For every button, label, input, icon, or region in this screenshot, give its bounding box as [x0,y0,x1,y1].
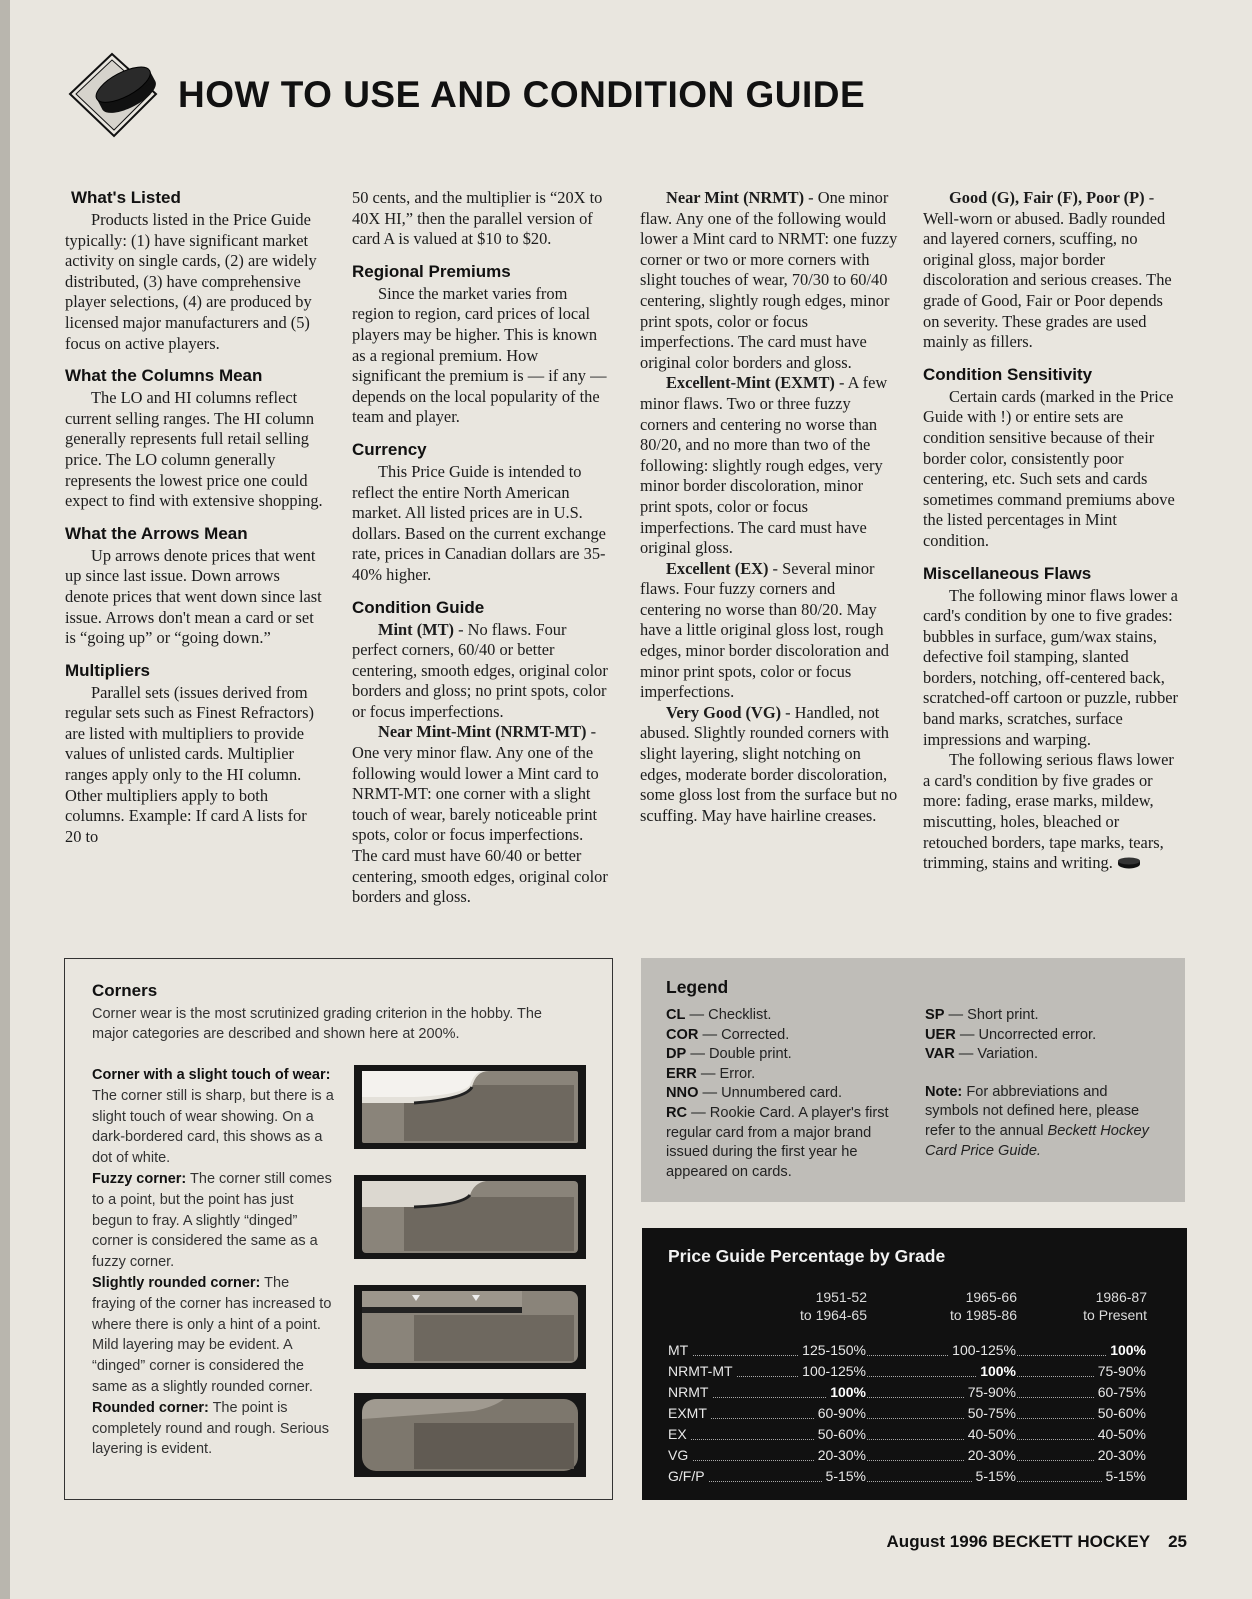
leader-dots [668,1418,1146,1440]
corner-slightly-rounded-image [354,1285,586,1369]
page-number: 25 [1168,1532,1187,1551]
grade-entry [640,559,898,703]
legend-item [666,1045,901,1065]
legend-abbr: RC [666,1104,688,1121]
grade-percentage: 100% [1106,1340,1146,1361]
price-guide-title: Price Guide Percentage by Grade [668,1246,946,1266]
grade-percentage: 20-30% [964,1445,1016,1466]
corner-item [92,1065,336,1169]
legend-desc: — Double print. [686,1046,792,1063]
price-guide-header [907,1288,1017,1324]
section-heading: Condition Sensitivity [923,364,1093,384]
puck-icon [1117,857,1141,869]
section-body: The LO and HI columns reflect current selling ranges. The HI column generally represents full retail selling price. The LO column generally represents the lowest price one could expect to find with extensive shopping. [65,388,323,511]
legend-box [641,958,1185,1202]
section-heading: What the Arrows Mean [65,523,248,543]
leader-dots [668,1355,1146,1377]
legend-abbr: COR [666,1026,699,1043]
column-4 [923,188,1181,874]
page-edge [0,0,10,1599]
leader-dots [668,1376,1146,1398]
legend-right-list [925,1006,1165,1161]
section-heading: What the Columns Mean [65,366,263,386]
grade-percentage: 60-75% [1094,1382,1146,1403]
grade-percentage: 5-15% [972,1466,1016,1487]
grade-desc: - Several minor flaws. Four fuzzy corners and centering no worse than 80/20. May have a little original gloss lost, rough edges, minor border discoloration and minor print spots, color or focus imperfections. [640,558,889,702]
grade-entry [352,620,610,723]
grade-label: NRMT-MT [668,1361,737,1382]
legend-note-label: Note: [925,1083,963,1100]
grade-percentage: 75-90% [1094,1361,1146,1382]
legend-note [925,1083,1165,1161]
section-body: Parallel sets (issues derived from regular sets such as Finest Refractors) are listed with multipliers to provide values of unlisted cards. Multiplier ranges apply only to the HI column. Other multipliers apply to both columns. Example: If card A lists for 20 to [65,682,314,846]
corner-rounded-image [354,1393,586,1477]
legend-abbr: CL [666,1007,686,1023]
legend-title: Legend [666,977,729,997]
corner-item-label: Fuzzy corner: [92,1170,187,1187]
grade-percentage: 20-30% [814,1445,866,1466]
grade-label: MT [668,1340,692,1361]
leader-dots [668,1334,1146,1356]
leader-dots [668,1460,1146,1482]
corners-title: Corners [92,981,158,1000]
grade-label: Near Mint (NRMT) [666,188,805,207]
column-2 [352,188,610,908]
section-heading: Miscellaneous Flaws [923,563,1092,583]
legend-item [666,1084,901,1104]
corner-item-desc: The fraying of the corner has increased to where there is only a hint of a point. Mild layering may be evident. A “dinged” corner is considered the same as a slightly rounded corner. [92,1274,332,1395]
legend-item [666,1104,901,1182]
section-heading: Regional Premiums [352,261,511,281]
grade-desc: - A few minor flaws. Two or three fuzzy corners and centering no worse than 80/20, and no more than two of the following: slightly rough edges, very minor border discoloration, minor print spots, color or focus imperfections. The card must have original gloss. [640,373,888,558]
grade-label: NRMT [668,1382,712,1403]
section-heading: Multipliers [65,660,151,680]
header-line2: to 1964-65 [800,1307,867,1323]
legend-abbr: UER [925,1026,956,1043]
corner-item-label: Corner with a slight touch of wear: [92,1067,331,1083]
header-line1: 1951-52 [815,1289,867,1305]
grade-label: EX [668,1424,691,1445]
grade-label: Near Mint-Mint (NRMT-MT) [378,722,587,742]
section-body: 50 cents, and the multiplier is “20X to 40X HI,” then the parallel version of card A is valued at $10 to $20. [352,188,603,249]
grade-entry [352,722,610,907]
grade-percentage: 20-30% [1094,1445,1146,1466]
grade-entry [640,373,898,558]
grade-label: EXMT [668,1403,711,1424]
legend-abbr: ERR [666,1065,697,1082]
grade-percentage: 60-90% [814,1403,866,1424]
section-heading: What's Listed [71,188,181,207]
grade-entry [640,703,898,827]
legend-desc: — Error. [696,1065,756,1082]
page-footer [887,1532,1187,1552]
grade-percentage: 125-150% [798,1340,866,1361]
legend-desc: — Uncorrected error. [955,1026,1097,1043]
section-body: The following minor flaws lower a card's condition by one to five grades: bubbles in surface, gum/wax stains, defective foil stamping, slanted borders, notching, off-centered back, scratched-off cartoon or puzzle, rubber band marks, scratches, surface impressions and warping. [923,585,1178,749]
corners-list [92,1065,336,1460]
corner-item [92,1169,336,1273]
corner-slight-wear-image [354,1065,586,1149]
header-line2: to 1985-86 [950,1307,1017,1323]
legend-item [925,1026,1165,1046]
legend-note-publication: Beckett Hockey Card Price Guide. [925,1122,1149,1159]
grade-percentage: 40-50% [1094,1424,1146,1445]
price-guide-table [668,1340,1153,1487]
footer-issue: August 1996 BECKETT HOCKEY [886,1532,1151,1551]
price-guide-box [642,1228,1187,1500]
grade-percentage: 50-60% [1094,1403,1146,1424]
legend-desc: — Checklist. [685,1007,772,1023]
legend-desc: — Variation. [954,1046,1039,1063]
legend-desc: — Rookie Card. A player's first regular card from a major brand issued during the first year he appeared on cards. [666,1104,889,1180]
legend-abbr: NNO [666,1085,699,1102]
header-line1: 1965-66 [965,1289,1017,1305]
header-line1: 1986-87 [1095,1289,1147,1305]
corners-box [64,958,613,1500]
legend-item [666,1065,901,1085]
grade-desc: - One very minor flaw. Any one of the following would lower a Mint card to NRMT-MT: one corner with a slight touch of wear, barely noticeable print spots, color or focus imperfections. The card must have 60/40 or better centering, smooth edges, original color borders and gloss. [352,722,608,907]
column-1 [65,188,323,847]
grade-label: Mint (MT) [378,619,455,639]
grade-percentage: 100-125% [948,1340,1016,1361]
puck-diamond-icon [66,50,162,140]
header-line2: to Present [1083,1307,1147,1323]
corners-intro: Corner wear is the most scrutinized grading criterion in the hobby. The major categories are described and shown here at 200%. [92,1006,542,1042]
legend-abbr: SP [925,1007,945,1023]
leader-dots [668,1397,1146,1419]
price-guide-header [757,1288,867,1324]
section-body: This Price Guide is intended to reflect the entire North American market. All listed prices are in U.S. dollars. Based on the current exchange rate, prices in Canadian dollars are 35-40% higher. [352,461,606,584]
section-heading: Condition Guide [352,597,485,617]
grade-desc: - Handled, not abused. Slightly rounded corners with slight layering, slight notching on edges, moderate border discoloration, some gloss lost from the surface but no scuffing. May have hairline creases. [640,702,898,825]
grade-percentage: 100% [976,1361,1016,1382]
legend-item [666,1026,901,1046]
section-body: Up arrows denote prices that went up since last issue. Down arrows denote prices that went down since last issue. Arrows don't mean a card or set is “going up” or “going down.” [65,545,322,648]
section-heading: Currency [352,439,427,459]
grade-percentage: 40-50% [964,1424,1016,1445]
legend-left-list [666,1006,901,1182]
grade-entry [640,188,898,373]
grade-percentage: 50-60% [814,1424,866,1445]
legend-desc: — Unnumbered card. [698,1085,843,1102]
legend-note-text: For abbreviations and symbols not defined here, please refer to the annual [925,1083,1140,1139]
section-body-text: The following serious flaws lower a card's condition by five grades or more: fading, erase marks, mildew, miscutting, holes, bleached or retouched borders, tape marks, tears, trimming, stains and writing. [923,750,1174,873]
corner-item-desc: The corner still is sharp, but there is a slight touch of wear showing. On a dark-bordered card, this shows as a dot of white. [92,1087,334,1167]
grade-percentage: 50-75% [964,1403,1016,1424]
legend-abbr: VAR [925,1046,955,1063]
grade-label: Excellent-Mint (EXMT) [666,373,835,393]
grade-label: G/F/P [668,1466,709,1487]
grade-desc: - One minor flaw. Any one of the following would lower a Mint card to NRMT: one fuzzy corner or two or more corners with slight touches of wear, 70/30 to 60/40 centering, slightly rough edges, minor print spots, color or focus imperfections. The card must have original color borders and gloss. [640,188,898,372]
grade-desc: - No flaws. Four perfect corners, 60/40 or better centering, smooth edges, original color borders and gloss; no print spots, color or focus imperfections. [352,619,608,721]
page-title: HOW TO USE AND CONDITION GUIDE [178,74,866,115]
corner-item-label: Slightly rounded corner: [92,1274,261,1291]
legend-item [925,1006,1165,1026]
grade-label: Excellent (EX) [666,558,769,578]
corner-fuzzy-image [354,1175,586,1259]
grade-label: VG [668,1445,692,1466]
grade-label: Good (G), Fair (F), Poor (P) [949,188,1145,207]
price-guide-row [668,1466,1153,1487]
corner-item-desc: The corner still comes to a point, but the point has just begun to fray. A slightly “dinged” corner is considered the same as a fuzzy corner. [92,1170,332,1271]
corner-item [92,1273,336,1398]
leader-dots [668,1439,1146,1461]
legend-abbr: DP [666,1046,687,1063]
grade-percentage: 5-15% [822,1466,866,1487]
column-3 [640,188,898,826]
grade-percentage: 5-15% [1102,1466,1146,1487]
grade-percentage: 100% [826,1382,866,1403]
section-body [923,750,1181,874]
corner-item-desc: The point is completely round and rough. Serious layering is evident. [92,1399,329,1458]
section-body: Certain cards (marked in the Price Guide with !) or entire sets are condition sensitive because of their border color, consistently poor centering, etc. Such sets and cards sometimes command premiums above the listed percentages in Mint condition. [923,386,1175,550]
legend-item [925,1045,1165,1065]
grade-desc: - Well-worn or abused. Badly rounded and layered corners, scuffing, no original gloss, major border discoloration and serious creases. The grade of Good, Fair or Poor depends on severity. These grades are used mainly as fillers. [923,188,1172,352]
grade-entry [923,188,1181,353]
grade-percentage: 75-90% [964,1382,1016,1403]
grade-label: Very Good (VG) [666,702,782,722]
corner-item-label: Rounded corner: [92,1399,209,1416]
legend-desc: — Short print. [944,1007,1039,1023]
section-body: Since the market varies from region to region, card prices of local players may be higher. This is known as a regional premium. How significant the premium is — if any — depends on the local popularity of the team and player. [352,283,607,427]
section-body: Products listed in the Price Guide typically: (1) have significant market activity on single cards, (2) are widely distributed, (3) have comprehensive player selections, (4) are produced by licensed major manufacturers and (5) focus on active players. [65,210,317,353]
legend-item [666,1006,901,1026]
price-guide-header [1037,1288,1147,1324]
corner-item [92,1398,336,1460]
grade-percentage: 100-125% [798,1361,866,1382]
legend-desc: — Corrected. [698,1026,790,1043]
